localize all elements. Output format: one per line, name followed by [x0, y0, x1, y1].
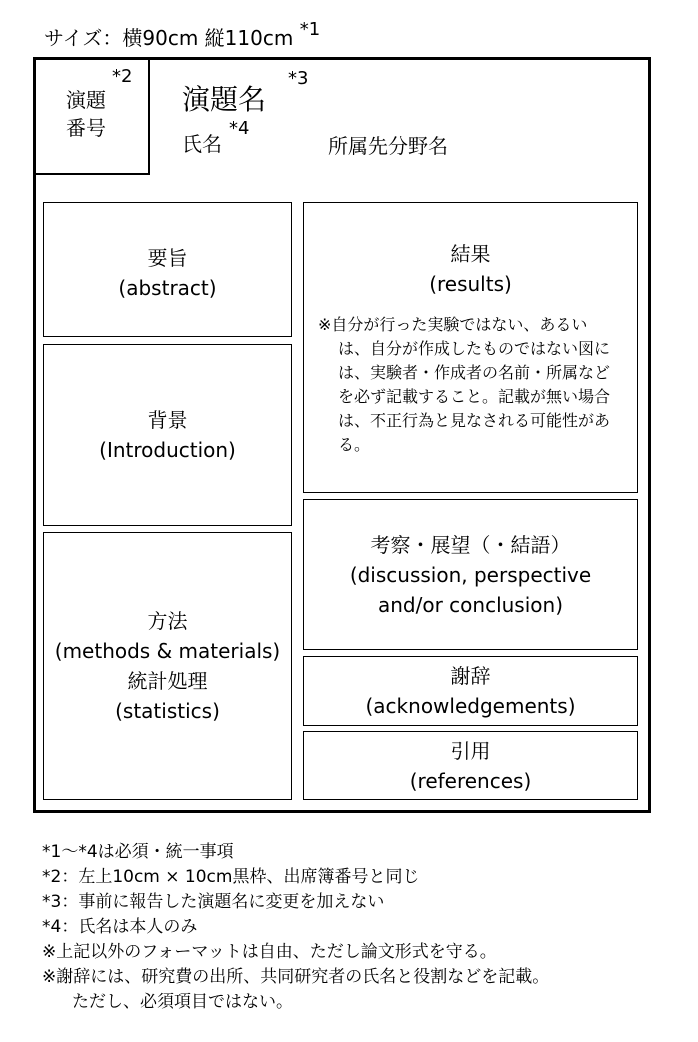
affiliation: 所属先分野名	[328, 134, 448, 158]
abstract-section	[43, 202, 292, 337]
acknowledgements-section	[303, 656, 638, 726]
presentation-title: 演題名	[182, 83, 267, 116]
results-note-first-line: ※自分が行った実験ではない、あるい	[318, 315, 588, 334]
presenter-number-label-line2: 番号	[66, 116, 106, 140]
footer-note: *4：氏名は本人のみ	[42, 917, 198, 937]
footer-note: ※上記以外のフォーマットは自由、ただし論文形式を守る。	[42, 942, 497, 962]
footer-note: *3：事前に報告した演題名に変更を加えない	[42, 892, 385, 912]
methods-subheading: (methods & materials)	[54, 639, 281, 663]
footer-notes	[42, 840, 549, 1015]
results-subheading: (results)	[429, 272, 512, 296]
methods-section	[43, 532, 292, 800]
results-note	[304, 313, 637, 457]
introduction-heading: 背景	[147, 408, 188, 432]
footer-note: ただし、必須項目ではない。	[72, 992, 293, 1012]
presenter-number-label	[66, 86, 106, 142]
discussion-section	[303, 499, 638, 650]
footer-note: ※謝辞には、研究費の出所、共同研究者の氏名と役割などを記載。	[42, 967, 550, 987]
discussion-subheading-line2: and/or conclusion)	[377, 592, 563, 617]
size-footnote-marker: *1	[299, 19, 321, 40]
poster-size-line	[44, 19, 321, 51]
references-section	[303, 731, 638, 800]
references-heading: 引用	[450, 738, 491, 763]
title-marker: *3	[288, 68, 309, 89]
poster-size-text: サイズ：横90cm 縦110cm	[44, 26, 294, 50]
references-subheading: (references)	[409, 768, 532, 793]
abstract-subheading: (abstract)	[118, 276, 217, 300]
introduction-subheading: (Introduction)	[99, 438, 236, 462]
discussion-heading: 考察・展望（・結語）	[370, 532, 571, 557]
results-heading: 結果	[450, 242, 491, 266]
presenter-number-label-line1: 演題	[66, 88, 106, 112]
presenter-number-marker: *2	[112, 66, 133, 87]
results-section	[303, 202, 638, 493]
methods-heading: 方法	[147, 609, 188, 633]
results-note-body: は、自分が作成したものではない図には、実験者・作成者の名前・所属などを必ず記載すること。記載が無い場合は、不正行為と見なされる可能性がある。	[338, 339, 611, 454]
statistics-heading: 統計処理	[127, 669, 208, 693]
footer-note: *1～*4は必須・統一事項	[42, 842, 234, 862]
statistics-subheading: (statistics)	[115, 699, 220, 723]
author-name: 氏名	[182, 132, 222, 156]
abstract-heading: 要旨	[147, 246, 188, 270]
name-marker: *4	[229, 118, 250, 139]
footer-note: *2：左上10cm × 10cm黒枠、出席簿番号と同じ	[42, 867, 420, 887]
acknowledgements-subheading: (acknowledgements)	[365, 694, 576, 718]
discussion-subheading-line1: (discussion, perspective	[349, 562, 592, 587]
acknowledgements-heading: 謝辞	[450, 664, 491, 688]
introduction-section	[43, 344, 292, 526]
